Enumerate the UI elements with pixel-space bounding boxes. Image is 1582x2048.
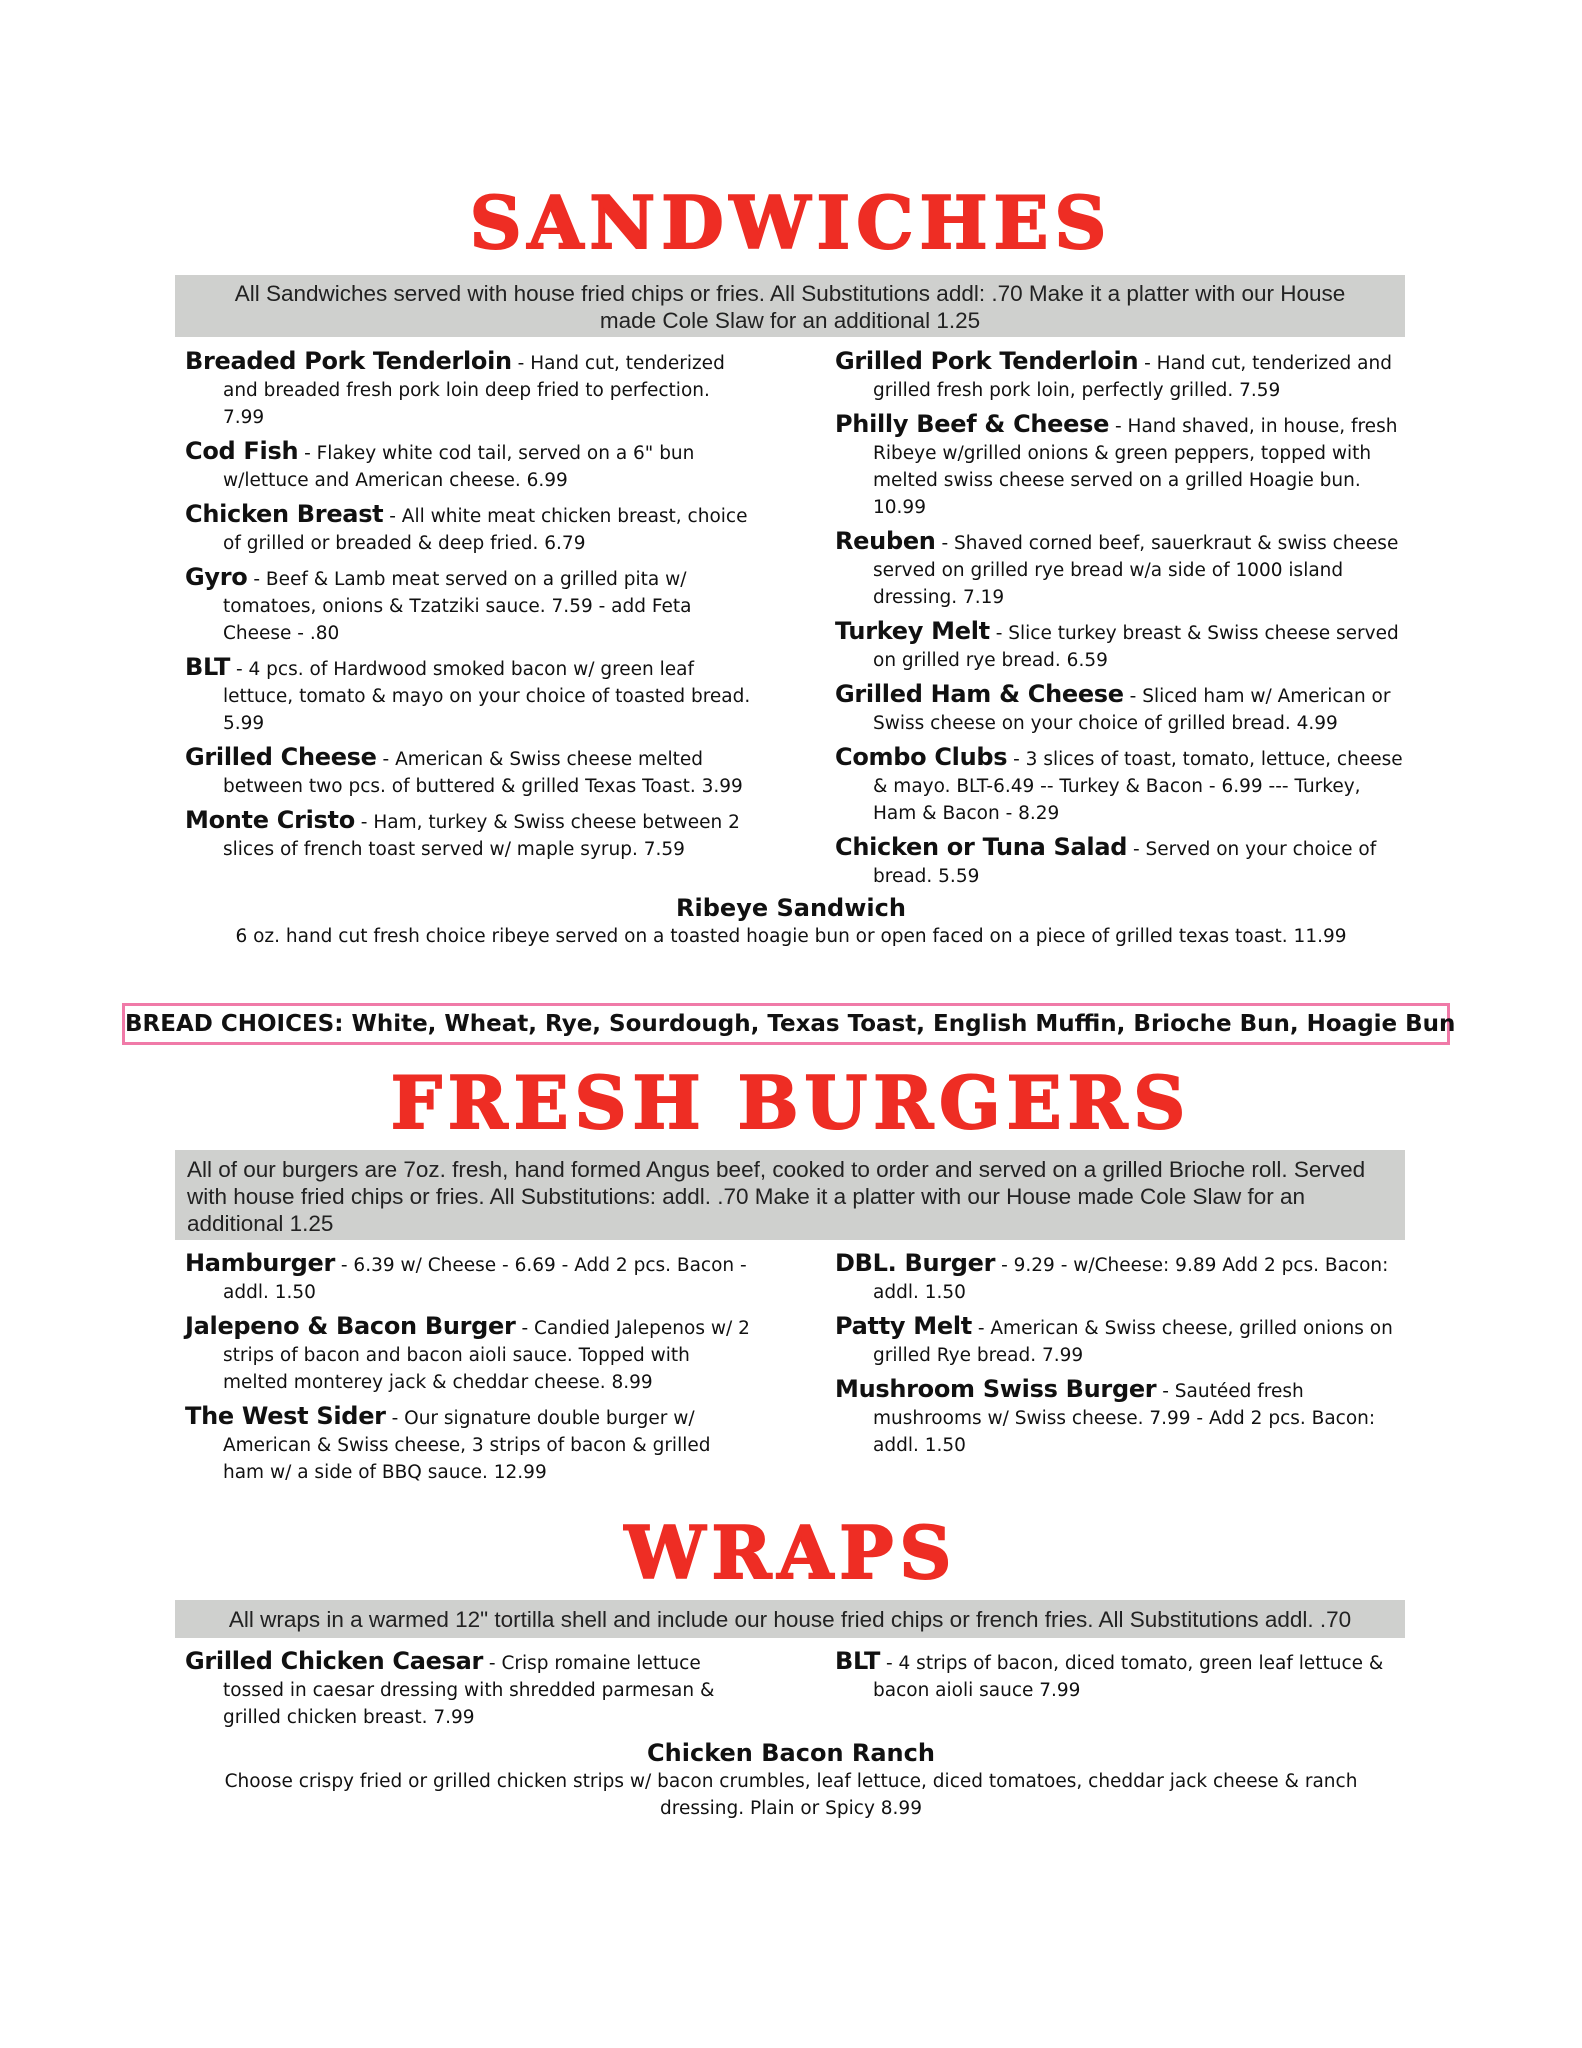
menu-item <box>185 744 755 800</box>
item-name: BLT <box>835 1647 881 1675</box>
wraps-title: WRAPS <box>624 1510 958 1595</box>
item-description: - 3 slices of toast, tomato, lettuce, cheese & mayo. BLT-6.49 -- Turkey & Bacon - 6.99 --- Turkey, Ham & Bacon - 8.29 <box>873 749 1403 824</box>
sandwiches-banner: All Sandwiches served with house fried chips or fries. All Substitutions addl: .70 Make it a platter with our House made Cole Slaw for an additional 1.25 <box>175 275 1405 337</box>
item-name: Chicken Breast <box>185 500 384 528</box>
item-description: - All white meat chicken breast, choice of grilled or breaded & deep fried. 6.79 <box>223 506 748 554</box>
item-name: BLT <box>185 653 231 681</box>
item-name: Grilled Pork Tenderloin <box>835 347 1139 375</box>
item-name: Combo Clubs <box>835 743 1008 771</box>
menu-item <box>835 1313 1405 1369</box>
burgers-title: FRESH BURGERS <box>390 1060 1192 1145</box>
item-description: - Beef & Lamb meat served on a grilled pita w/ tomatoes, onions & Tzatziki sauce. 7.59 - add Feta Cheese - .80 <box>223 569 692 644</box>
item-description: - Sliced ham w/ American or Swiss cheese on your choice of grilled bread. 4.99 <box>873 686 1391 734</box>
item-name: Chicken or Tuna Salad <box>835 833 1128 861</box>
item-description: - 4 pcs. of Hardwood smoked bacon w/ green leaf lettuce, tomato & mayo on your choice of toasted bread. 5.99 <box>223 659 751 734</box>
item-description: 6 oz. hand cut fresh choice ribeye served on a toasted hoagie bun or open faced on a piece of grilled texas toast. 11.99 <box>235 926 1347 947</box>
item-name: Turkey Melt <box>835 617 990 645</box>
item-description: - Crisp romaine lettuce tossed in caesar dressing with shredded parmesan & grilled chicken breast. 7.99 <box>223 1653 715 1728</box>
item-name: Gyro <box>185 563 248 591</box>
burgers-left-column <box>185 1250 755 1493</box>
item-description: - Shaved corned beef, sauerkraut & swiss cheese served on grilled rye bread w/a side of 1000 island dressing. 7.19 <box>873 533 1399 608</box>
ribeye-sandwich-item <box>0 893 1582 950</box>
item-name: Cod Fish <box>185 437 299 465</box>
item-description: - Sautéed fresh mushrooms w/ Swiss cheese. 7.99 - Add 2 pcs. Bacon: addl. 1.50 <box>873 1381 1376 1456</box>
sandwiches-title: SANDWICHES <box>469 180 1113 265</box>
menu-item <box>185 807 755 863</box>
item-description: - Flakey white cod tail, served on a 6" bun w/lettuce and American cheese. 6.99 <box>223 443 695 491</box>
burgers-banner: All of our burgers are 7oz. fresh, hand formed Angus beef, cooked to order and served on a grilled Brioche roll. Served with house fried chips or fries. All Substitutions: addl. .70 Make it a platter with our House made Cole Slaw for an additional 1.25 <box>175 1150 1405 1240</box>
menu-item <box>185 438 755 494</box>
item-description: - American & Swiss cheese, grilled onions on grilled Rye bread. 7.99 <box>873 1318 1393 1366</box>
item-description: - American & Swiss cheese melted between two pcs. of buttered & grilled Texas Toast. 3.99 <box>223 749 743 797</box>
item-description: - Ham, turkey & Swiss cheese between 2 slices of french toast served w/ maple syrup. 7.59 <box>223 812 740 860</box>
chicken-bacon-ranch-item <box>215 1738 1367 1822</box>
item-name: Ribeye Sandwich <box>676 894 906 922</box>
menu-item <box>835 411 1405 521</box>
menu-item <box>185 1250 755 1306</box>
bread-choices-box: BREAD CHOICES: White, Wheat, Rye, Sourdough, Texas Toast, English Muffin, Brioche Bun, Hoagie Bun <box>122 1003 1450 1045</box>
item-description: - Slice turkey breast & Swiss cheese served on grilled rye bread. 6.59 <box>873 623 1399 671</box>
menu-item <box>835 744 1405 827</box>
item-name: Grilled Chicken Caesar <box>185 1647 484 1675</box>
item-description: - Served on your choice of bread. 5.59 <box>873 839 1377 887</box>
item-name: The West Sider <box>185 1402 386 1430</box>
wraps-banner: All wraps in a warmed 12" tortilla shell and include our house fried chips or french fries. All Substitutions addl. .70 <box>175 1600 1405 1638</box>
menu-item <box>835 834 1405 890</box>
item-name: Reuben <box>835 527 936 555</box>
wraps-left-column <box>185 1648 755 1738</box>
burgers-right-column <box>835 1250 1405 1466</box>
item-name: Mushroom Swiss Burger <box>835 1375 1157 1403</box>
item-name: Jalepeno & Bacon Burger <box>185 1312 516 1340</box>
item-description: - Our signature double burger w/ American & Swiss cheese, 3 strips of bacon & grilled ham w/ a side of BBQ sauce. 12.99 <box>223 1408 711 1483</box>
menu-item <box>185 1403 755 1486</box>
menu-item <box>835 1376 1405 1459</box>
item-name: Hamburger <box>185 1249 335 1277</box>
item-name: DBL. Burger <box>835 1249 996 1277</box>
menu-item <box>835 1648 1405 1704</box>
menu-item <box>185 1313 755 1396</box>
item-description: - Hand shaved, in house, fresh Ribeye w/grilled onions & green peppers, topped with melted swiss cheese served on a grilled Hoagie bun. 10.99 <box>873 416 1398 518</box>
item-description: - 6.39 w/ Cheese - 6.69 - Add 2 pcs. Bacon - addl. 1.50 <box>223 1255 747 1303</box>
menu-item <box>835 528 1405 611</box>
item-description: - Candied Jalepenos w/ 2 strips of bacon and bacon aioli sauce. Topped with melted monterey jack & cheddar cheese. 8.99 <box>223 1318 750 1393</box>
sandwiches-left-column <box>185 348 755 870</box>
menu-item <box>185 501 755 557</box>
item-name: Grilled Cheese <box>185 743 377 771</box>
item-name: Chicken Bacon Ranch <box>647 1739 935 1767</box>
menu-item <box>835 1250 1405 1306</box>
menu-item <box>835 618 1405 674</box>
item-name: Breaded Pork Tenderloin <box>185 347 512 375</box>
item-name: Grilled Ham & Cheese <box>835 680 1124 708</box>
item-name: Philly Beef & Cheese <box>835 410 1110 438</box>
item-name: Patty Melt <box>835 1312 972 1340</box>
sandwiches-right-column <box>835 348 1405 897</box>
wraps-right-column <box>835 1648 1405 1711</box>
menu-item <box>185 1648 755 1731</box>
menu-item <box>835 348 1405 404</box>
menu-item <box>185 348 755 431</box>
menu-item <box>835 681 1405 737</box>
item-description: - Hand cut, tenderized and grilled fresh pork loin, perfectly grilled. 7.59 <box>873 353 1392 401</box>
item-description: Choose crispy fried or grilled chicken strips w/ bacon crumbles, leaf lettuce, diced tomatoes, cheddar jack cheese & ranch dressing. Plain or Spicy 8.99 <box>224 1771 1358 1819</box>
menu-item <box>185 564 755 647</box>
item-description: - 9.29 - w/Cheese: 9.89 Add 2 pcs. Bacon: addl. 1.50 <box>873 1255 1389 1303</box>
item-description: - Hand cut, tenderized and breaded fresh pork loin deep fried to perfection. 7.99 <box>223 353 725 428</box>
menu-item <box>185 654 755 737</box>
item-description: - 4 strips of bacon, diced tomato, green leaf lettuce & bacon aioli sauce 7.99 <box>873 1653 1384 1701</box>
item-name: Monte Cristo <box>185 806 355 834</box>
